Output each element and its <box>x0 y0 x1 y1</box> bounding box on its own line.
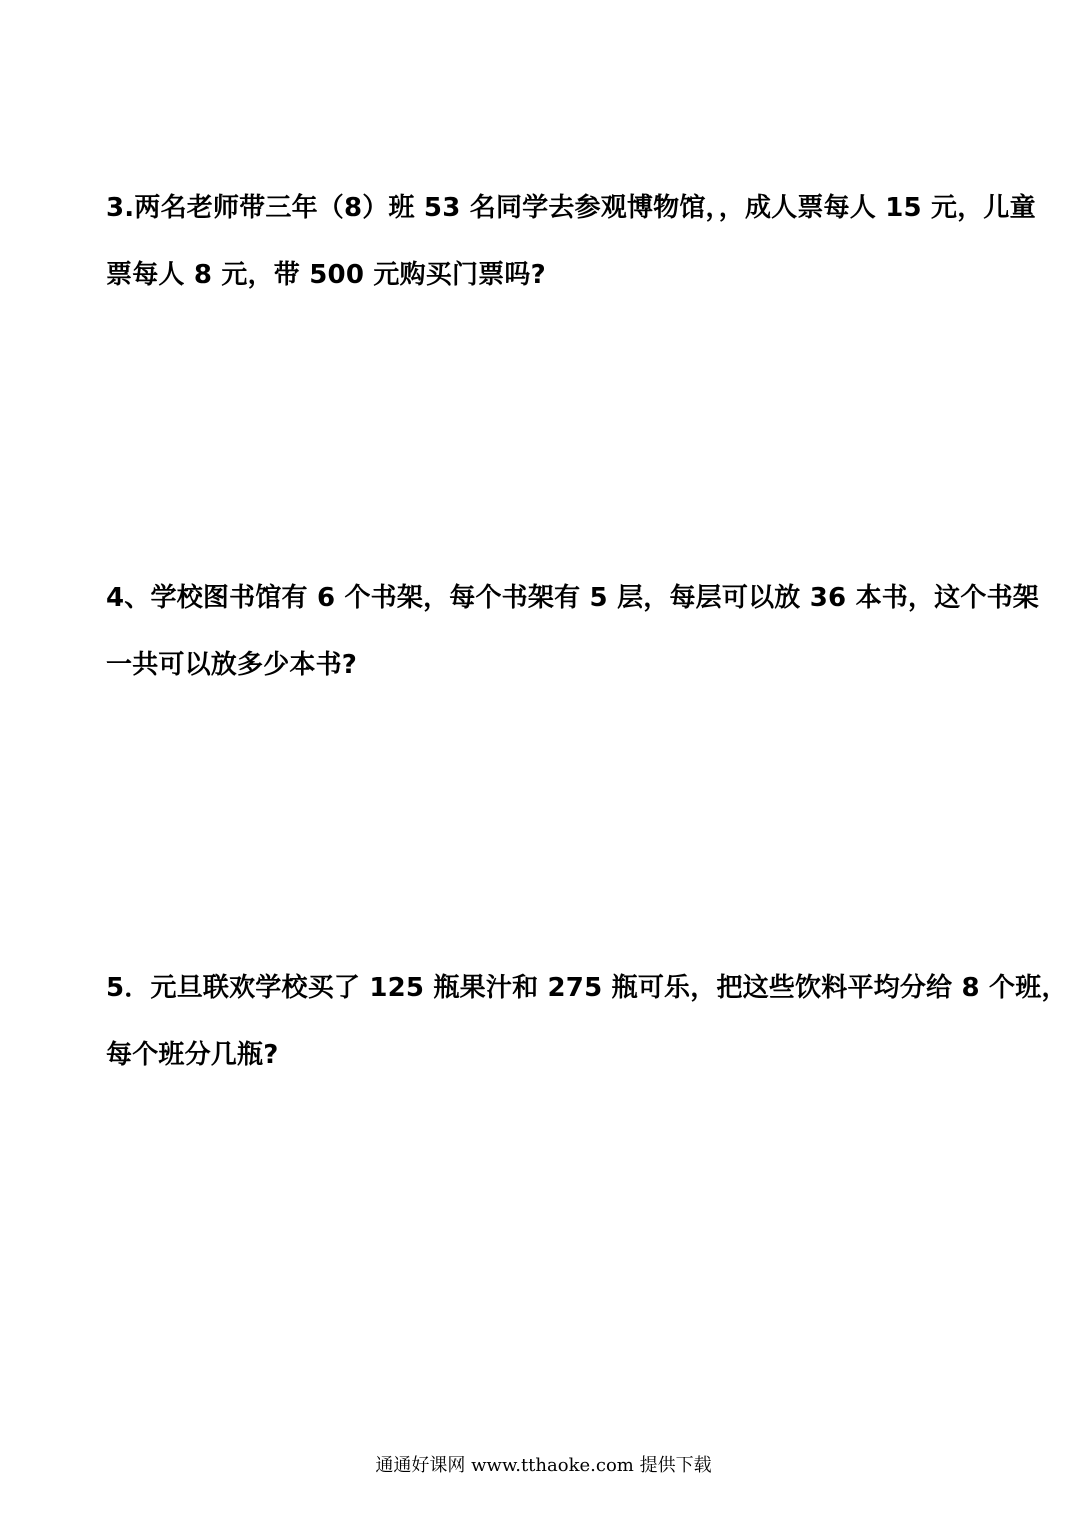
problem-4-line-1: 4、学校图书馆有 6 个书架，每个书架有 5 层，每层可以放 36 本书，这个书架 <box>106 583 1039 613</box>
problem-5-line-2: 每个班分几瓶? <box>106 1040 279 1070</box>
problem-4 <box>106 583 1039 680</box>
problem-3-line-2: 票每人 8 元，带 500 元购买门票吗? <box>106 260 546 290</box>
problem-4-line-2: 一共可以放多少本书? <box>106 650 358 680</box>
problem-5-line-1: 5．元旦联欢学校买了 125 瓶果汁和 275 瓶可乐，把这些饮料平均分给 8 个班， <box>106 973 1068 1003</box>
problem-3-line-1: 3.两名老师带三年（8）班 53 名同学去参观博物馆，，成人票每人 15 元，儿童 <box>106 193 1036 223</box>
page-footer: 通通好课网 www.tthaoke.com 提供下载 <box>375 1455 712 1476</box>
problem-3 <box>106 193 1036 290</box>
problem-5 <box>106 973 1068 1070</box>
